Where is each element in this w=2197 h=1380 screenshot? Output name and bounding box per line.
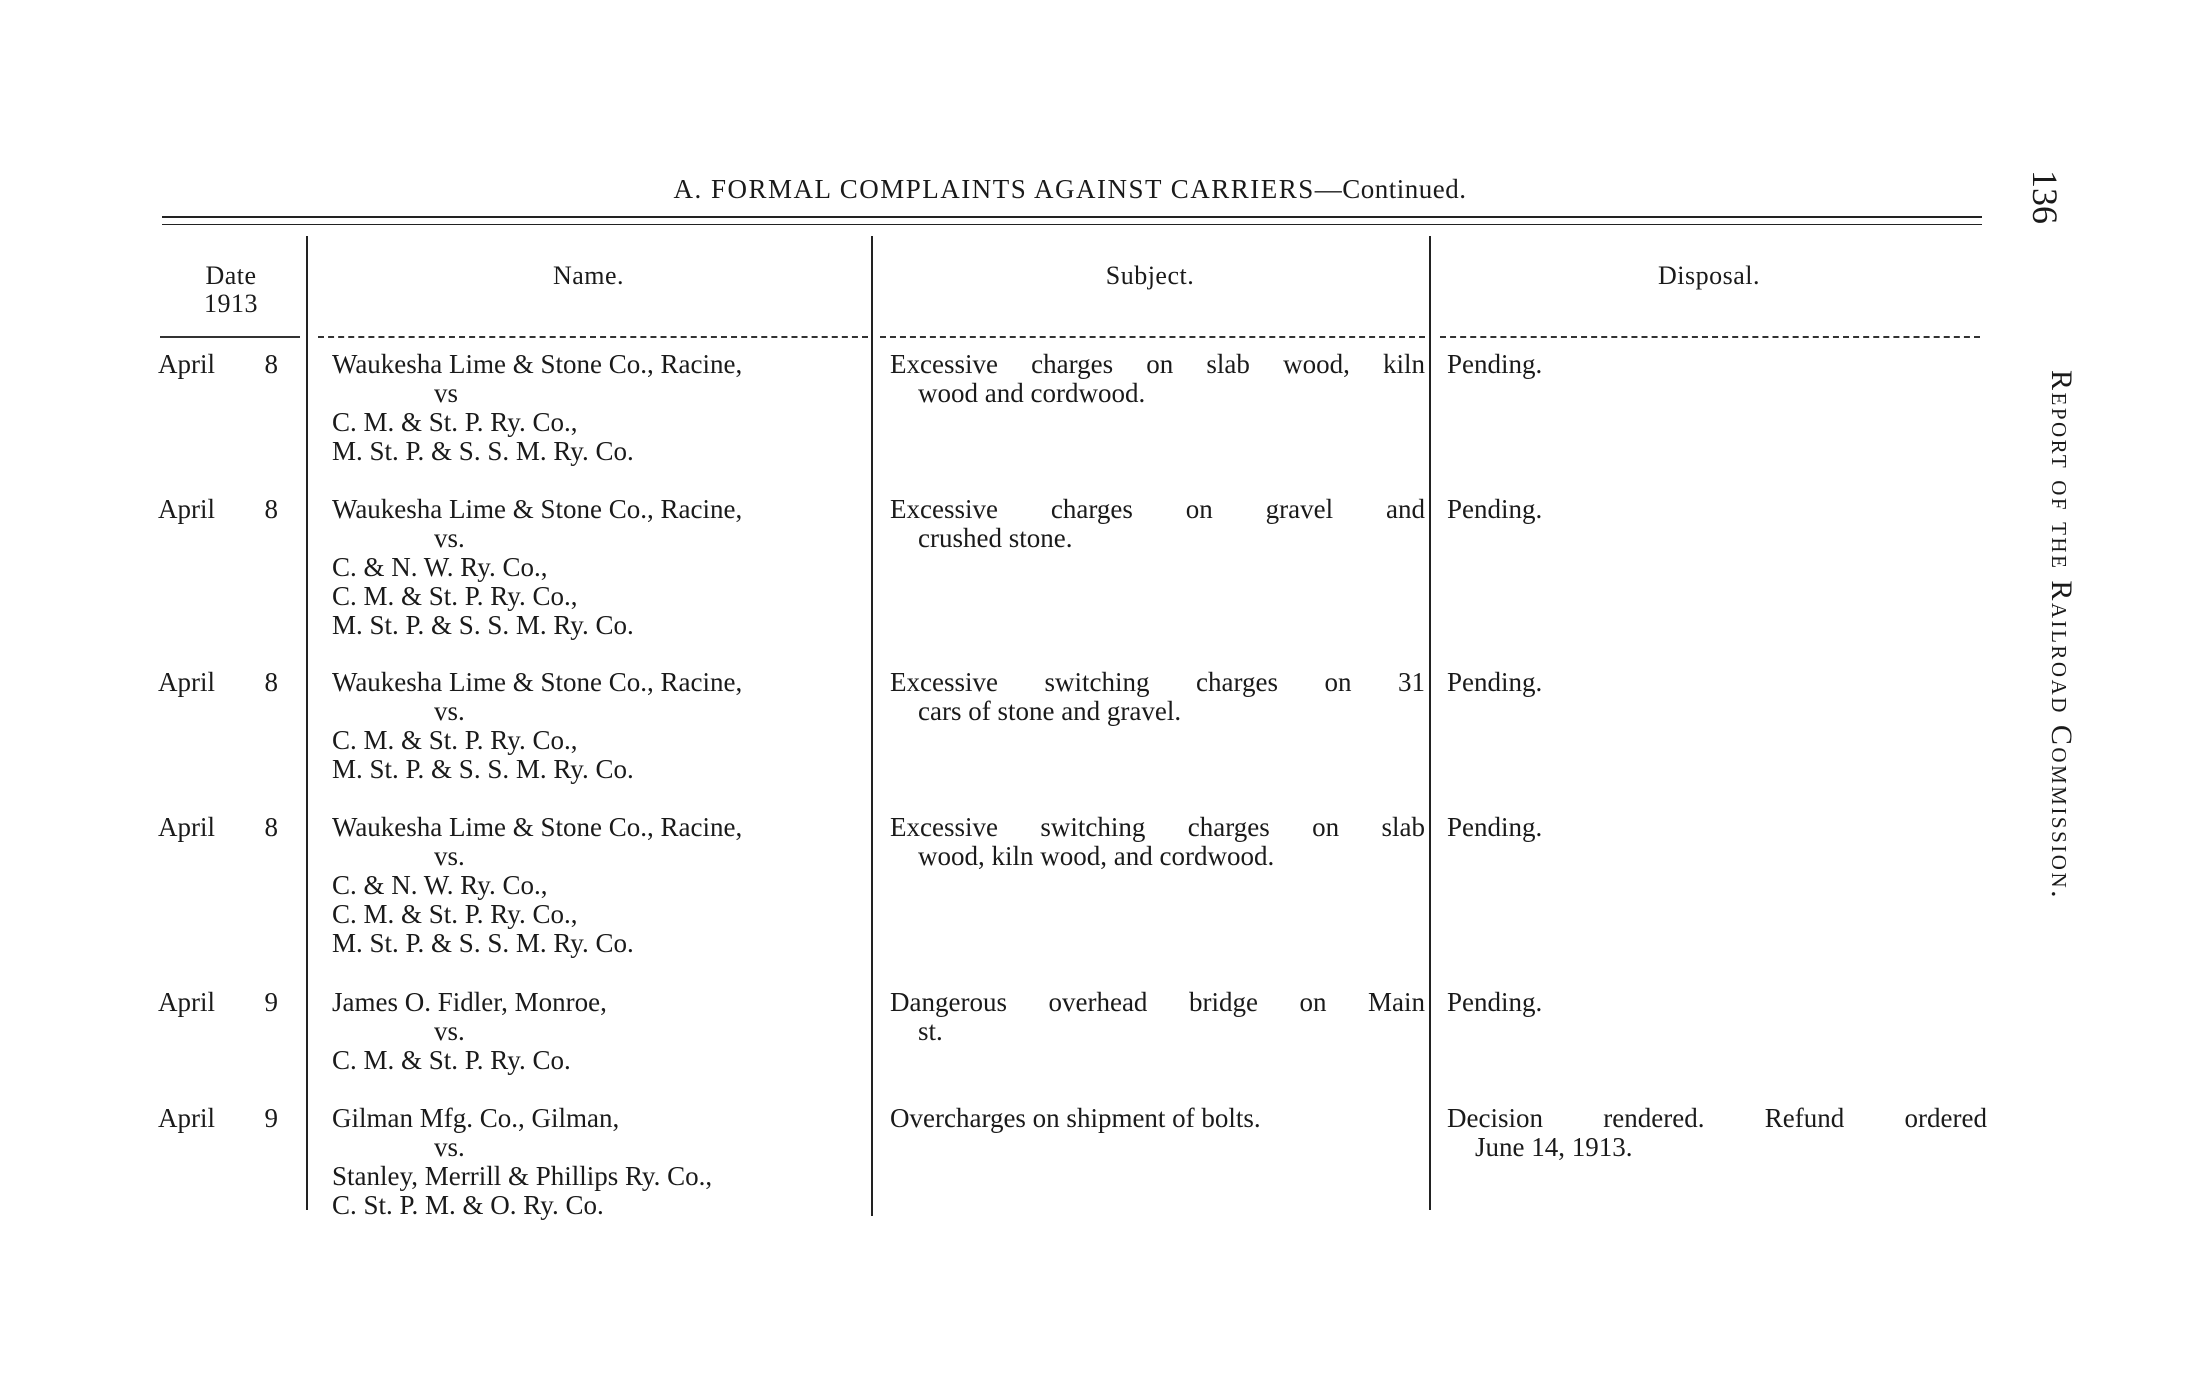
row-month: April xyxy=(158,987,215,1017)
row-disposal xyxy=(1447,1104,1987,1162)
respondent: C. M. & St. P. Ry. Co., xyxy=(332,407,578,437)
column-header-name: Name. xyxy=(552,261,625,290)
respondent: C. M. & St. P. Ry. Co., xyxy=(332,581,578,611)
respondent: M. St. P. & S. S. M. Ry. Co. xyxy=(332,610,634,640)
complainant: Waukesha Lime & Stone Co., Racine, xyxy=(332,667,743,697)
row-month: April xyxy=(158,1103,215,1133)
row-month: April xyxy=(158,667,215,697)
respondent: Stanley, Merrill & Phillips Ry. Co., xyxy=(332,1161,713,1191)
respondent: C. M. & St. P. Ry. Co. xyxy=(332,1045,571,1075)
subject-line: Excessive switching charges on slab xyxy=(890,812,1425,842)
respondent: M. St. P. & S. S. M. Ry. Co. xyxy=(332,928,634,958)
running-title: Report of the Railroad Commission. xyxy=(2045,370,2078,901)
subject-line: Dangerous overhead bridge on Main xyxy=(890,987,1425,1017)
complainant: Waukesha Lime & Stone Co., Racine, xyxy=(332,349,743,379)
row-day: 8 xyxy=(264,667,278,697)
row-day: 9 xyxy=(264,1103,278,1133)
disposal-line: Pending. xyxy=(1447,987,1543,1017)
complainant: Waukesha Lime & Stone Co., Racine, xyxy=(332,812,743,842)
disposal-line: Pending. xyxy=(1447,667,1543,697)
versus: vs xyxy=(434,378,459,408)
row-name xyxy=(332,813,867,958)
row-name xyxy=(332,668,867,784)
row-name xyxy=(332,350,867,466)
disposal-line: Decision rendered. Refund ordered xyxy=(1447,1103,1987,1133)
page-number: 136 xyxy=(2025,170,2065,224)
subject-continuation: wood, kiln wood, and cordwood. xyxy=(918,841,1275,871)
row-name xyxy=(332,495,867,640)
row-subject xyxy=(890,813,1425,871)
disposal-line: Pending. xyxy=(1447,494,1543,524)
respondent: C. St. P. M. & O. Ry. Co. xyxy=(332,1190,604,1220)
versus: vs. xyxy=(434,841,465,871)
versus: vs. xyxy=(434,696,465,726)
disposal-continuation: June 14, 1913. xyxy=(1475,1132,1633,1162)
complainant: Waukesha Lime & Stone Co., Racine, xyxy=(332,494,743,524)
header-rule-name xyxy=(318,336,868,338)
row-date xyxy=(158,668,276,697)
column-divider xyxy=(1429,236,1431,1210)
complainant: Gilman Mfg. Co., Gilman, xyxy=(332,1103,620,1133)
respondent: C. & N. W. Ry. Co., xyxy=(332,870,548,900)
row-day: 8 xyxy=(264,494,278,524)
row-disposal xyxy=(1447,668,1987,697)
column-header-date-year: 1913 xyxy=(204,289,258,318)
row-month: April xyxy=(158,494,215,524)
header-rule-disposal xyxy=(1440,336,1980,338)
disposal-line: Pending. xyxy=(1447,812,1543,842)
row-subject xyxy=(890,495,1425,553)
row-date xyxy=(158,1104,276,1133)
row-day: 9 xyxy=(264,987,278,1017)
row-disposal xyxy=(1447,350,1987,379)
versus: vs. xyxy=(434,1016,465,1046)
row-disposal xyxy=(1447,813,1987,842)
row-subject xyxy=(890,668,1425,726)
respondent: C. M. & St. P. Ry. Co., xyxy=(332,725,578,755)
column-divider xyxy=(871,236,873,1216)
subject-line: Overcharges on shipment of bolts. xyxy=(890,1103,1261,1133)
column-header-date xyxy=(150,262,312,318)
row-month: April xyxy=(158,812,215,842)
header-rule-date xyxy=(160,336,300,338)
complainant: James O. Fidler, Monroe, xyxy=(332,987,607,1017)
row-month: April xyxy=(158,349,215,379)
row-date xyxy=(158,988,276,1017)
row-disposal xyxy=(1447,495,1987,524)
heading-rule-top xyxy=(162,216,1982,218)
page-heading xyxy=(160,174,1980,205)
heading-rule-bottom xyxy=(162,224,1982,225)
respondent: C. & N. W. Ry. Co., xyxy=(332,552,548,582)
row-subject xyxy=(890,350,1425,408)
row-day: 8 xyxy=(264,812,278,842)
row-date xyxy=(158,495,276,524)
row-date xyxy=(158,813,276,842)
page-title-continued: —Continued. xyxy=(1314,174,1467,204)
row-day: 8 xyxy=(264,349,278,379)
column-divider xyxy=(306,236,308,1210)
row-subject xyxy=(890,988,1425,1046)
column-header-subject: Subject. xyxy=(1105,261,1195,290)
subject-continuation: cars of stone and gravel. xyxy=(918,696,1182,726)
subject-continuation: st. xyxy=(918,1016,943,1046)
column-header-date-label: Date xyxy=(205,261,257,290)
row-subject xyxy=(890,1104,1425,1133)
disposal-line: Pending. xyxy=(1447,349,1543,379)
row-date xyxy=(158,350,276,379)
page-title: A. FORMAL COMPLAINTS AGAINST CARRIERS xyxy=(673,174,1315,204)
respondent: M. St. P. & S. S. M. Ry. Co. xyxy=(332,754,634,784)
subject-line: Excessive charges on gravel and xyxy=(890,494,1425,524)
versus: vs. xyxy=(434,1132,465,1162)
row-disposal xyxy=(1447,988,1987,1017)
subject-continuation: wood and cordwood. xyxy=(918,378,1146,408)
subject-line: Excessive switching charges on 31 xyxy=(890,667,1425,697)
subject-line: Excessive charges on slab wood, kiln xyxy=(890,349,1425,379)
column-header-disposal: Disposal. xyxy=(1658,261,1760,290)
row-name xyxy=(332,988,867,1075)
respondent: C. M. & St. P. Ry. Co., xyxy=(332,899,578,929)
respondent: M. St. P. & S. S. M. Ry. Co. xyxy=(332,436,634,466)
row-name xyxy=(332,1104,867,1220)
header-rule-subject xyxy=(880,336,1425,338)
subject-continuation: crushed stone. xyxy=(918,523,1073,553)
versus: vs. xyxy=(434,523,465,553)
